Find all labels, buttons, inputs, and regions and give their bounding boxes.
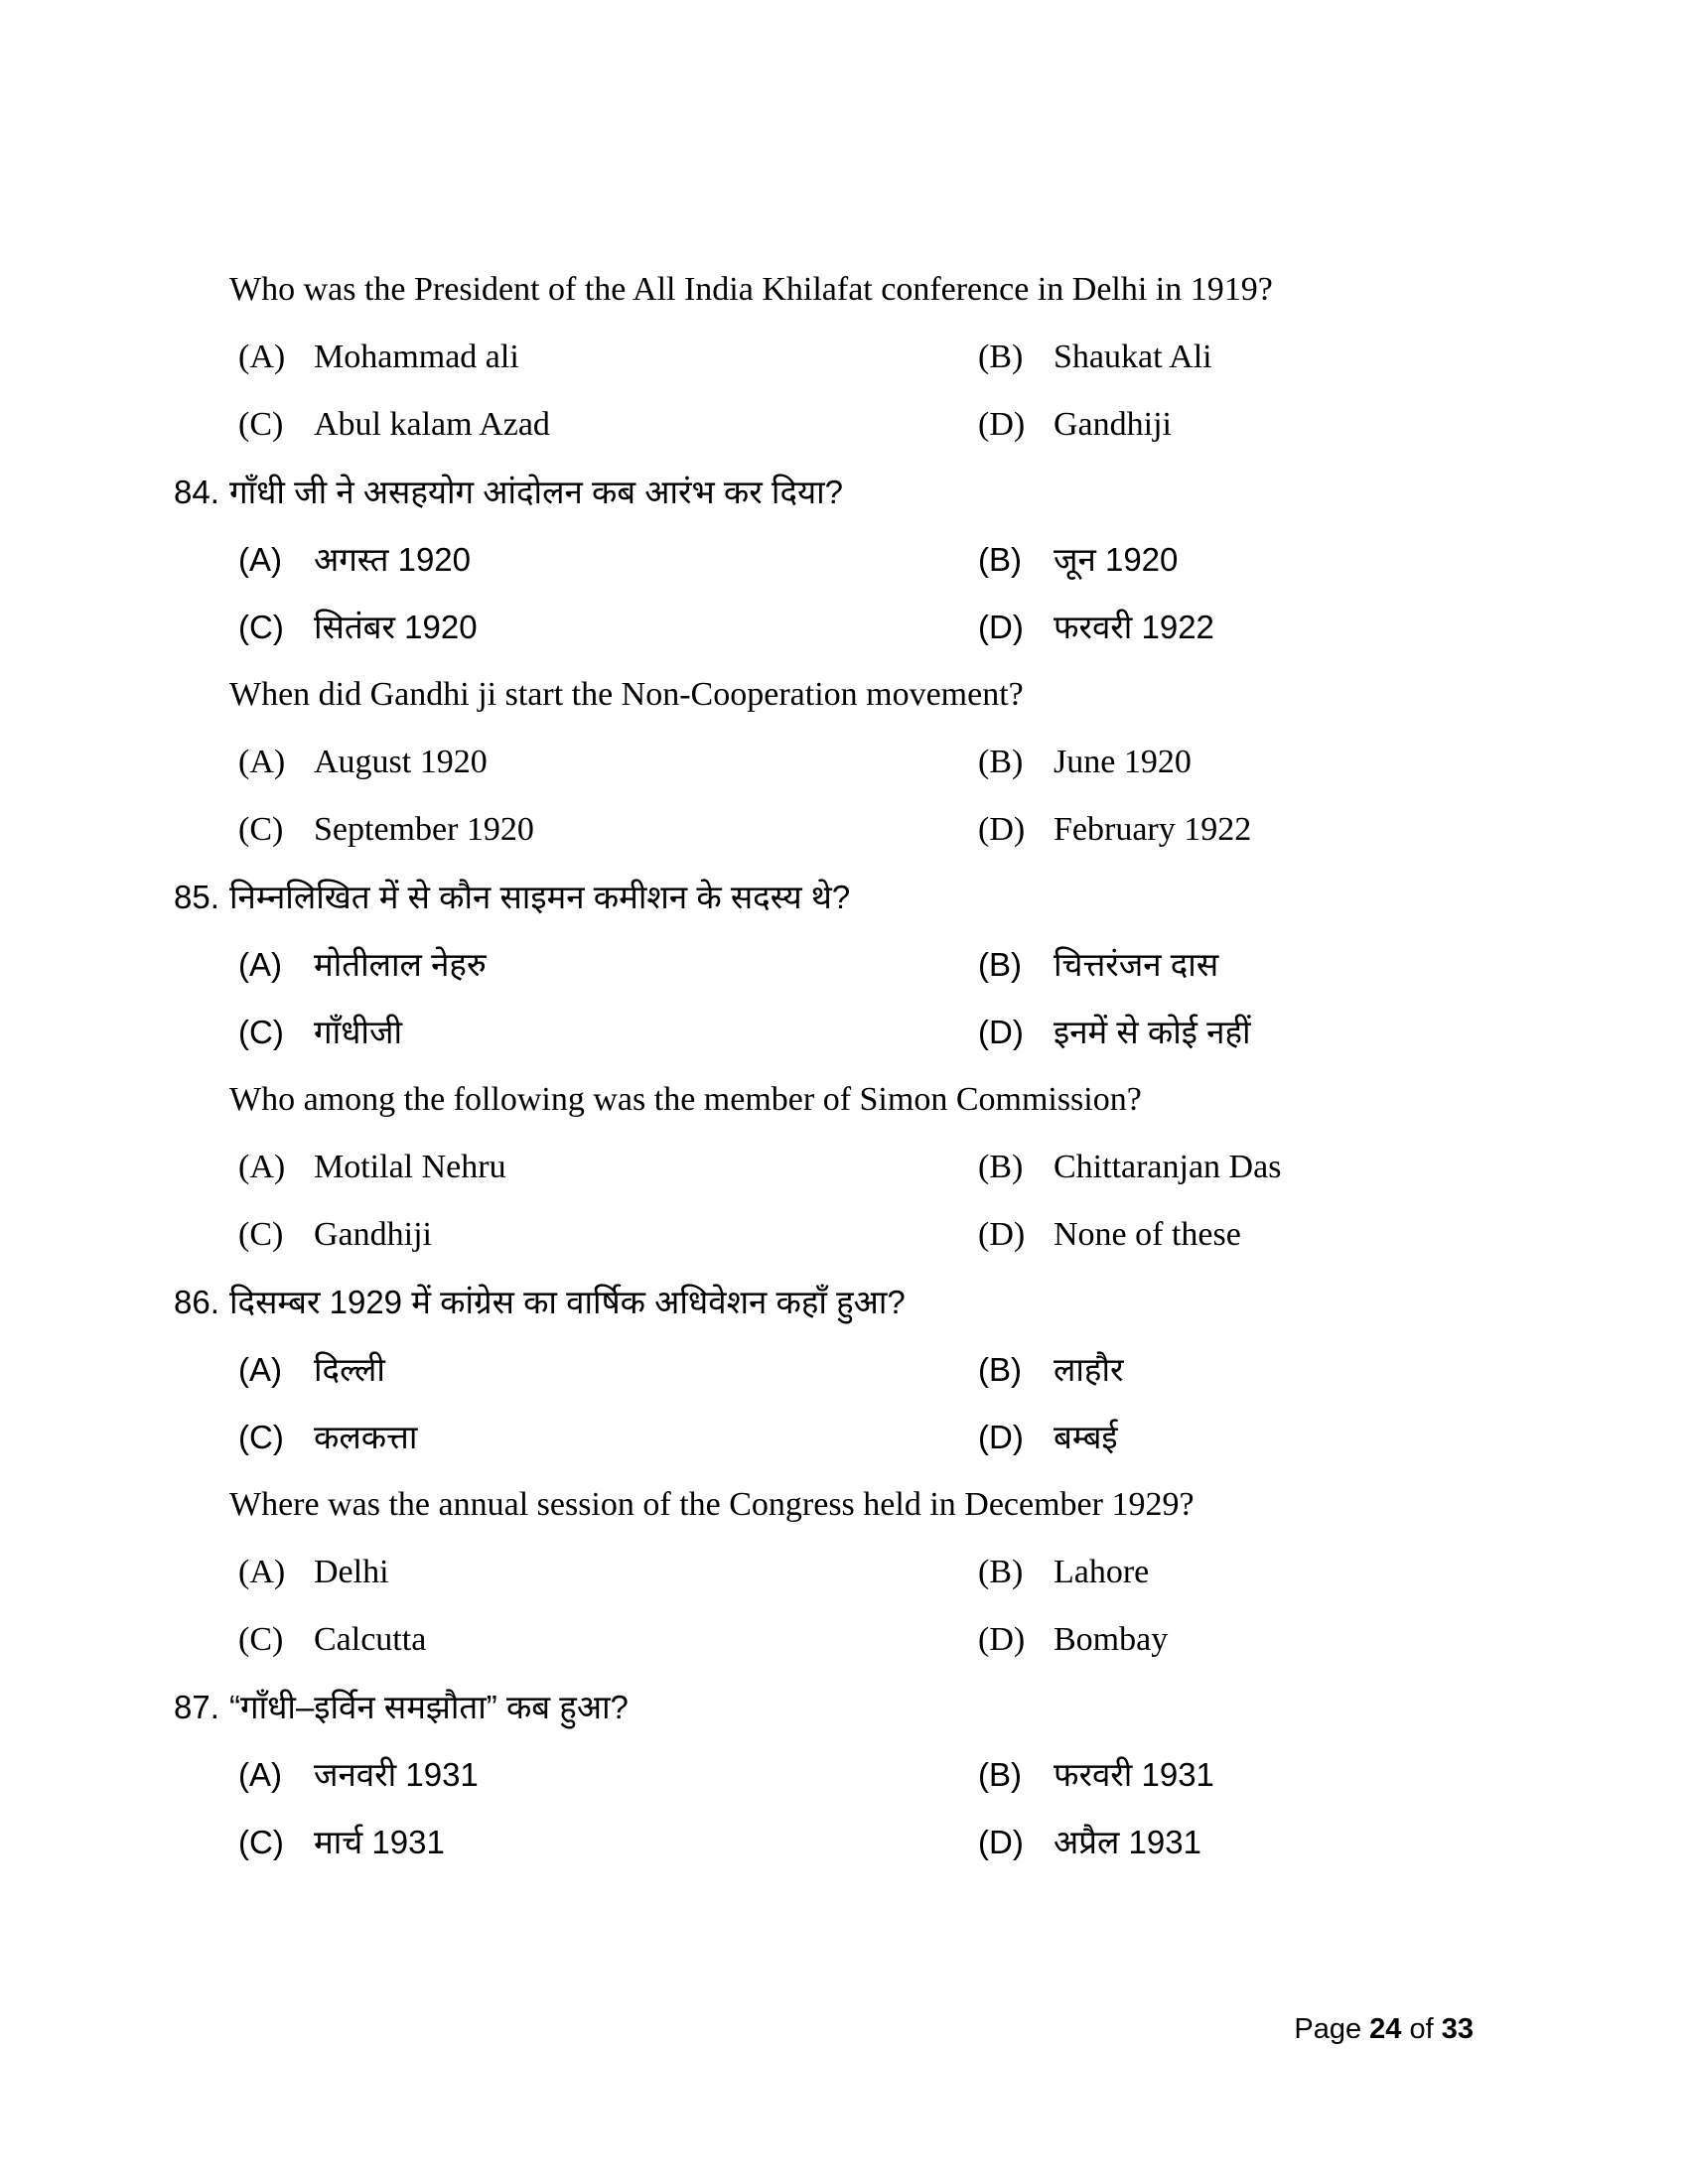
question-block xyxy=(0,256,1688,459)
option-b xyxy=(978,1741,1214,1809)
option-text: Bombay xyxy=(1054,1621,1169,1658)
option-letter: (A) xyxy=(238,946,282,983)
question-text: निम्नलिखित में से कौन साइमन कमीशन के सदस्य थे? xyxy=(229,879,851,915)
option-c xyxy=(238,1606,426,1674)
option-letter: (A) xyxy=(238,1756,282,1793)
option-c xyxy=(238,796,534,864)
question-text: When did Gandhi ji start the Non-Cooperation movement? xyxy=(229,676,1024,713)
option-letter: (B) xyxy=(978,1756,1022,1793)
option-text: Abul kalam Azad xyxy=(314,406,550,443)
option-text: Gandhiji xyxy=(314,1216,432,1253)
option-b xyxy=(978,1539,1149,1606)
option-c xyxy=(238,391,550,459)
option-letter: (C) xyxy=(238,1014,284,1050)
option-text: August 1920 xyxy=(314,744,488,780)
option-text: Gandhiji xyxy=(1054,406,1172,443)
option-letter: (B) xyxy=(978,1351,1022,1388)
option-row xyxy=(0,999,1688,1066)
question-text: Who was the President of the All India Khilafat conference in Delhi in 1919? xyxy=(229,271,1273,308)
option-text: फरवरी 1931 xyxy=(1054,1756,1214,1793)
question-text: Where was the annual session of the Congress held in December 1929? xyxy=(229,1486,1195,1523)
option-text: Chittaranjan Das xyxy=(1054,1149,1282,1185)
option-letter: (C) xyxy=(238,811,284,848)
option-d xyxy=(978,1404,1118,1471)
option-text: Shaukat Ali xyxy=(1054,339,1212,375)
option-d xyxy=(978,1809,1201,1876)
option-text: दिल्ली xyxy=(314,1351,385,1388)
question-line xyxy=(0,459,1688,526)
option-letter: (D) xyxy=(978,1216,1026,1253)
option-a xyxy=(238,324,519,391)
option-text: बम्बई xyxy=(1054,1419,1118,1455)
option-row xyxy=(0,1336,1688,1404)
option-text: अगस्त 1920 xyxy=(314,541,472,578)
option-letter: (C) xyxy=(238,609,284,645)
option-letter: (B) xyxy=(978,1149,1024,1185)
question-block xyxy=(0,864,1688,1066)
question-number: 87. xyxy=(174,1689,219,1725)
option-text: September 1920 xyxy=(314,811,534,848)
option-c xyxy=(238,1809,445,1876)
option-row xyxy=(0,796,1688,864)
option-row xyxy=(0,1809,1688,1876)
option-text: Mohammad ali xyxy=(314,339,519,375)
question-text: गाँधी जी ने असहयोग आंदोलन कब आरंभ कर दिया? xyxy=(229,474,844,510)
option-row xyxy=(0,931,1688,999)
option-text: सितंबर 1920 xyxy=(314,609,478,645)
option-text: Lahore xyxy=(1054,1554,1150,1590)
option-b xyxy=(978,526,1178,594)
option-letter: (C) xyxy=(238,1824,284,1860)
option-row xyxy=(0,594,1688,661)
question-block xyxy=(0,661,1688,864)
option-text: अप्रैल 1931 xyxy=(1054,1824,1201,1860)
questions-area xyxy=(0,256,1688,1876)
option-d xyxy=(978,594,1214,661)
option-c xyxy=(238,594,478,661)
option-letter: (A) xyxy=(238,339,286,375)
option-row xyxy=(0,1606,1688,1674)
option-a xyxy=(238,931,487,999)
question-block xyxy=(0,1066,1688,1269)
question-text: “गाँधी–इर्विन समझौता” कब हुआ? xyxy=(229,1689,629,1725)
option-row xyxy=(0,1134,1688,1201)
option-d xyxy=(978,1606,1168,1674)
option-row xyxy=(0,1201,1688,1269)
question-line xyxy=(0,1471,1688,1539)
option-text: मार्च 1931 xyxy=(314,1824,445,1860)
option-letter: (C) xyxy=(238,406,284,443)
option-letter: (D) xyxy=(978,1621,1026,1658)
option-d xyxy=(978,391,1172,459)
option-a xyxy=(238,1134,506,1201)
option-row xyxy=(0,324,1688,391)
option-b xyxy=(978,324,1212,391)
option-c xyxy=(238,1404,417,1471)
option-text: जून 1920 xyxy=(1054,541,1179,578)
option-text: June 1920 xyxy=(1054,744,1192,780)
option-letter: (D) xyxy=(978,811,1026,848)
option-row xyxy=(0,1404,1688,1471)
option-text: Calcutta xyxy=(314,1621,427,1658)
option-d xyxy=(978,999,1251,1066)
question-line xyxy=(0,1674,1688,1741)
option-text: Delhi xyxy=(314,1554,389,1590)
option-b xyxy=(978,729,1192,796)
option-letter: (B) xyxy=(978,541,1022,578)
question-block xyxy=(0,1471,1688,1674)
question-text: Who among the following was the member of Simon Commission? xyxy=(229,1081,1142,1118)
option-letter: (C) xyxy=(238,1419,284,1455)
question-number: 86. xyxy=(174,1284,219,1320)
option-text: मोतीलाल नेहरु xyxy=(314,946,487,983)
question-block xyxy=(0,1269,1688,1471)
option-c xyxy=(238,1201,432,1269)
current-page-number: 24 xyxy=(1369,2013,1402,2045)
option-text: चित्तरंजन दास xyxy=(1054,946,1219,983)
option-text: इनमें से कोई नहीं xyxy=(1054,1014,1251,1050)
option-letter: (B) xyxy=(978,1554,1024,1590)
option-b xyxy=(978,931,1218,999)
option-row xyxy=(0,1539,1688,1606)
question-line xyxy=(0,256,1688,324)
option-a xyxy=(238,526,471,594)
question-line xyxy=(0,1269,1688,1336)
question-line xyxy=(0,661,1688,729)
option-a xyxy=(238,1741,479,1809)
option-letter: (A) xyxy=(238,1554,286,1590)
of-label: of xyxy=(1409,2013,1434,2045)
option-letter: (D) xyxy=(978,1014,1024,1050)
option-letter: (A) xyxy=(238,1149,286,1185)
option-letter: (D) xyxy=(978,1419,1024,1455)
option-d xyxy=(978,796,1251,864)
option-letter: (B) xyxy=(978,339,1024,375)
option-letter: (A) xyxy=(238,541,282,578)
option-letter: (C) xyxy=(238,1216,284,1253)
question-block xyxy=(0,1674,1688,1876)
option-text: जनवरी 1931 xyxy=(314,1756,479,1793)
option-letter: (A) xyxy=(238,1351,282,1388)
question-number: 85. xyxy=(174,879,219,915)
question-block xyxy=(0,459,1688,661)
option-text: लाहौर xyxy=(1054,1351,1124,1388)
option-a xyxy=(238,1336,385,1404)
option-letter: (C) xyxy=(238,1621,284,1658)
option-a xyxy=(238,729,488,796)
option-a xyxy=(238,1539,389,1606)
page-footer xyxy=(0,2011,1474,2047)
option-letter: (D) xyxy=(978,406,1026,443)
option-row xyxy=(0,526,1688,594)
option-text: None of these xyxy=(1054,1216,1241,1253)
option-d xyxy=(978,1201,1241,1269)
option-letter: (A) xyxy=(238,744,286,780)
question-number: 84. xyxy=(174,474,219,510)
option-text: February 1922 xyxy=(1054,811,1252,848)
option-text: Motilal Nehru xyxy=(314,1149,506,1185)
question-line xyxy=(0,864,1688,931)
option-text: गाँधीजी xyxy=(314,1014,403,1050)
option-letter: (B) xyxy=(978,744,1024,780)
question-text: दिसम्बर 1929 में कांग्रेस का वार्षिक अधिवेशन कहाँ हुआ? xyxy=(229,1284,906,1320)
option-b xyxy=(978,1336,1124,1404)
page-label: Page xyxy=(1294,2013,1362,2045)
option-b xyxy=(978,1134,1281,1201)
option-text: फरवरी 1922 xyxy=(1054,609,1214,645)
option-c xyxy=(238,999,402,1066)
option-letter: (D) xyxy=(978,1824,1024,1860)
option-letter: (D) xyxy=(978,609,1024,645)
total-page-number: 33 xyxy=(1441,2013,1474,2045)
question-line xyxy=(0,1066,1688,1134)
option-row xyxy=(0,391,1688,459)
option-row xyxy=(0,729,1688,796)
option-row xyxy=(0,1741,1688,1809)
option-letter: (B) xyxy=(978,946,1022,983)
option-text: कलकत्ता xyxy=(314,1419,418,1455)
